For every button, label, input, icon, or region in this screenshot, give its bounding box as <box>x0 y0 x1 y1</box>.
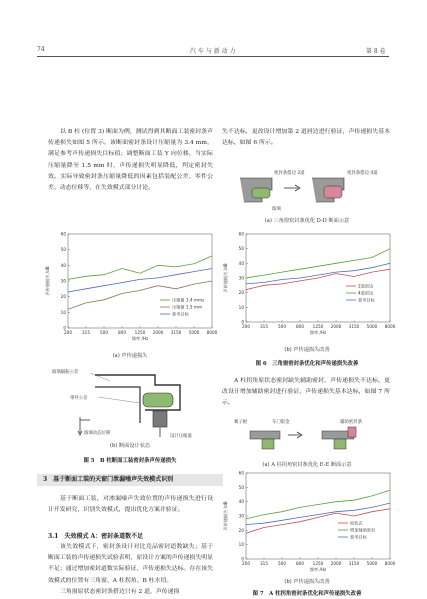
label-glass-dynamic: 玻璃动态位移 <box>84 431 111 436</box>
y-tick-label: 0 <box>63 325 66 331</box>
y-tick-label: 20 <box>60 294 66 300</box>
y-tick-label: 50 <box>238 246 244 252</box>
x-tick-label: 200 <box>242 324 250 329</box>
legend-label: 压缩量 3.4 mms <box>172 297 205 303</box>
fig7-caption: 图 7 A 柱拐角密封条优化和声传递损失改善 <box>252 591 362 597</box>
x-tick-label: 5000 <box>366 561 378 566</box>
legend-label: 原状态 <box>350 520 363 526</box>
subsection-3-1-heading: 3.1 失效模式 A：密封条道数不足 <box>48 533 144 540</box>
x-tick-label: 315 <box>260 561 268 566</box>
x-tick-label: 8000 <box>384 561 396 566</box>
page-number: 74 <box>37 46 45 53</box>
x-tick-label: 500 <box>278 561 286 566</box>
label-door-panel: 车门钣金 <box>272 420 290 425</box>
series-line <box>68 256 212 280</box>
x-tick-label: 800 <box>296 324 304 329</box>
y-tick-label: 20 <box>238 527 244 533</box>
legend-label: 增加辅助密封 <box>350 527 376 533</box>
x-tick-label: 500 <box>278 324 286 329</box>
x-axis-label: 频率 /Hz <box>309 567 327 572</box>
y-axis-label: 声传递损失 /dB <box>223 263 228 293</box>
y-tick-label: 30 <box>238 513 244 519</box>
x-tick-label: 3150 <box>348 324 360 329</box>
subsection-3-1-text: 该失效模式下，密封条设计对比竞品密封道数缺失；基于断面工装的声传递损失试验表明，原设计方案的声传递损失明显不足；通过增加密封道数实际验证，声传递损失达标。存在该失效模式的位置有三角窗、A 柱拐角、B 柱水切。 三角窗原状态密封条搭边只有 2 道，声传递损 <box>48 544 213 595</box>
right-intro-paragraph: 失不达标，更改设计增加第 2 道唇边进行验证，声传递损失基本达标，如图 6 所示。 <box>222 129 390 147</box>
fig6-section-diagram <box>232 166 392 216</box>
x-tick-label: 5000 <box>366 324 378 329</box>
fig6-caption: 图 6 三角窗密封条优化和声传递损失改善 <box>255 361 359 367</box>
legend-label: 压缩量 1.5 mm <box>172 304 203 310</box>
x-tick-label: 1250 <box>312 324 324 329</box>
x-tick-label: 8000 <box>206 330 218 335</box>
y-tick-label: 0 <box>241 556 244 562</box>
y-axis-label: 声传递损失 /dB <box>45 266 50 296</box>
label-fender: 翼子板 <box>234 420 248 425</box>
y-tick-label: 50 <box>60 247 66 253</box>
journal-title: 汽 车 与 新 动 力 <box>190 48 236 55</box>
fig7-section-diagram <box>232 415 392 460</box>
y-tick-label: 40 <box>238 260 244 266</box>
y-tick-label: 10 <box>60 309 66 315</box>
y-tick-label: 30 <box>60 278 66 284</box>
x-tick-label: 3150 <box>170 330 182 335</box>
y-tick-label: 40 <box>60 262 66 268</box>
y-tick-label: 10 <box>238 542 244 548</box>
y-tick-label: 30 <box>238 275 244 281</box>
label-part-tolerance: 零件公差 <box>70 396 88 401</box>
legend-label: 参考目标 <box>358 297 375 303</box>
x-tick-label: 800 <box>118 330 126 335</box>
fig6b-caption: (b) 声传递损失改善 <box>284 347 330 353</box>
x-tick-label: 8000 <box>384 324 396 329</box>
fig7a-caption: (a) A 柱拐角密封条优化 E-E 断面示意 <box>262 462 352 468</box>
fig6-chart <box>218 228 398 346</box>
fig5-section-diagram <box>50 365 215 440</box>
x-tick-label: 315 <box>82 330 90 335</box>
x-tick-label: 500 <box>100 330 108 335</box>
x-tick-label: 2000 <box>330 324 342 329</box>
x-tick-label: 800 <box>296 561 304 566</box>
x-tick-label: 1250 <box>312 561 324 566</box>
x-tick-label: 200 <box>242 561 250 566</box>
fig7b-caption: (b) 声传递损失改善 <box>284 579 330 585</box>
fig5-caption: 图 5 B 柱断面工装密封条声传递损失 <box>83 458 177 464</box>
y-tick-label: 40 <box>238 499 244 505</box>
left-intro-paragraph: 以 B 柱 (位置 3) 断面为例，测试得到其断面工装密封条声传递损失如图 5 所示。该断面密封条设计压缩量为 3.4 mm，满足参考声传递损失目标值；调整断面工装 Y 向位移，当实际压缩量降至 1.5 mm 时，声传递损失明显降低，判定密封失效。实际导致密封条压缩量降低的因素包括装配公差、零件公差、动态位移等，在失效模式部分讨论。 <box>48 129 213 192</box>
section-3-heading: 3 基于断面工装的天窗门泄漏噪声失效模式识别 <box>37 474 223 486</box>
right-mid-paragraph: A 柱拐角原状态密封缺失辅助密封，声传递损失不达标，更改设计增加辅助密封进行验证，声传递损失基本达标，如图 7 所示。 <box>222 378 390 407</box>
seal-shape <box>143 393 173 407</box>
legend-label: 2道唇边 <box>358 283 374 289</box>
legend-label: 参考目标 <box>172 311 189 317</box>
series-line <box>246 249 390 278</box>
fig5b-caption: (b) 断面设计状态 <box>109 443 151 449</box>
fig7-chart <box>218 469 398 583</box>
x-axis-label: 频率 /Hz <box>131 336 149 341</box>
label-design-compression: 设计压缩量 <box>170 434 192 439</box>
label-aux-seal: 辅助密封条 <box>340 420 362 425</box>
x-tick-label: 5000 <box>188 330 200 335</box>
series-line <box>68 269 212 293</box>
fig6a-caption: (a) 三角窗密封条优化 D-D 断面示意 <box>264 218 350 224</box>
y-axis-label: 声传递损失 /dB <box>223 501 228 531</box>
x-axis-label: 频率 /Hz <box>309 330 327 335</box>
x-tick-label: 2000 <box>330 561 342 566</box>
y-tick-label: 10 <box>238 304 244 310</box>
x-tick-label: 315 <box>260 324 268 329</box>
plot-frame <box>68 234 212 328</box>
y-tick-label: 0 <box>241 319 244 325</box>
plot-frame <box>246 473 390 559</box>
y-tick-label: 60 <box>60 231 66 237</box>
y-tick-label: 60 <box>238 470 244 476</box>
y-tick-label: 20 <box>238 290 244 296</box>
legend-label: 参考目标 <box>350 534 367 540</box>
legend-label: 4道唇边 <box>358 290 374 296</box>
label-seal-2-lips: 密封条搭边 2道 <box>274 171 305 176</box>
fig5a-caption: (a) 声传递损失 <box>112 353 148 359</box>
label-glass-tolerance: 玻璃隔振公差 <box>52 370 79 375</box>
label-glass: 玻璃 <box>272 207 281 212</box>
label-seal-4-lips: 密封条搭边 4道 <box>347 171 378 176</box>
section-3-paragraph: 基于断面工装，对渗漏噪声失效位置的声传递损失进行设计开发研究，识别失效模式，提出优化方案并验证。 <box>48 496 213 514</box>
x-tick-label: 2000 <box>152 330 164 335</box>
header-rule <box>37 56 389 57</box>
y-tick-label: 60 <box>238 231 244 237</box>
volume-label: 第 8 卷 <box>366 48 386 55</box>
y-tick-label: 50 <box>238 484 244 490</box>
x-tick-label: 200 <box>64 330 72 335</box>
fig5-chart <box>40 228 220 353</box>
x-tick-label: 3150 <box>348 561 360 566</box>
x-tick-label: 1250 <box>134 330 146 335</box>
